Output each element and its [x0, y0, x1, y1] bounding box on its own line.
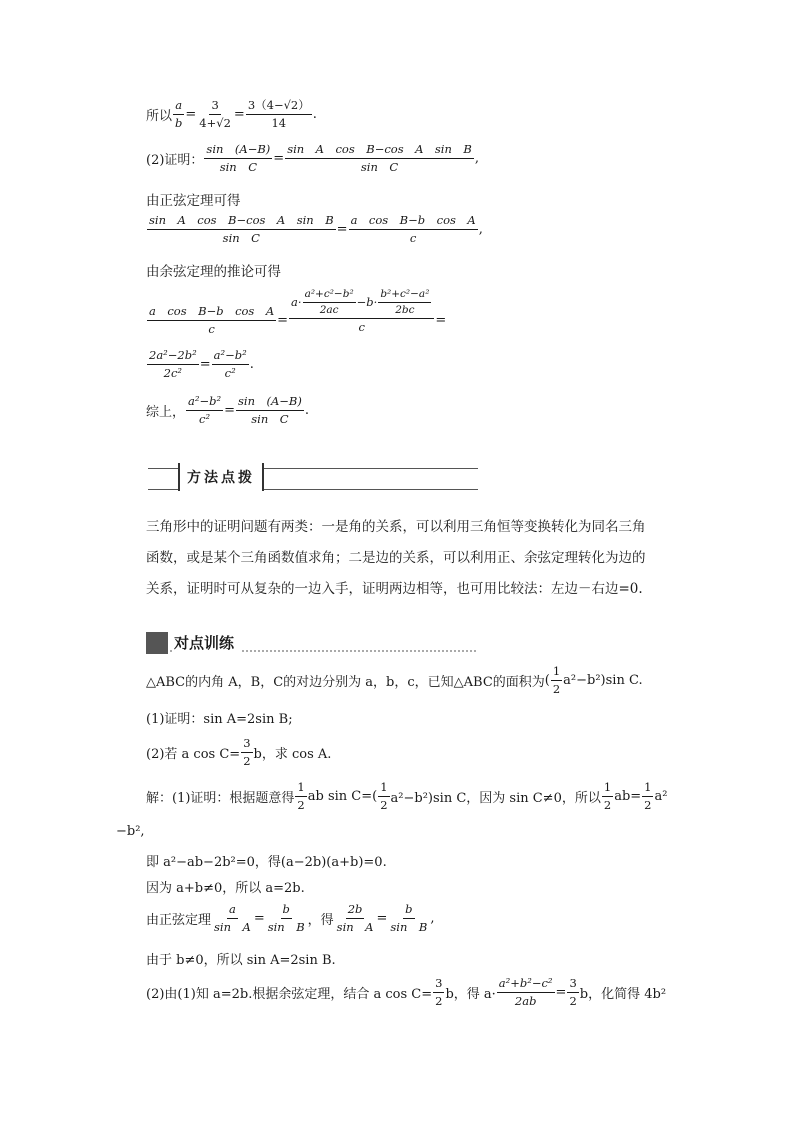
- fraction: [212, 348, 249, 381]
- fraction: [147, 213, 336, 246]
- big-fraction: [289, 288, 434, 335]
- denominator: 2: [435, 994, 443, 1008]
- numerator: 1: [295, 780, 306, 797]
- equation-conclusion: [146, 394, 309, 427]
- numerator: b: [403, 902, 414, 919]
- equals: =: [435, 313, 447, 328]
- fraction: [285, 142, 474, 175]
- equals: =: [376, 911, 388, 926]
- method-banner-title: 方法点拨: [178, 463, 264, 491]
- numerator: b²+c²−a²: [378, 288, 431, 303]
- equation-ratio: [146, 98, 317, 131]
- equals: =: [273, 151, 285, 166]
- numerator: a cos B−b cos A: [147, 304, 276, 321]
- text: ab sin C=(: [307, 789, 378, 804]
- denominator: 2ac: [319, 304, 339, 316]
- section-title: 对点训练: [174, 632, 240, 654]
- fraction: [197, 98, 233, 131]
- denominator: sin C: [222, 231, 260, 245]
- denominator: 2bc: [395, 304, 415, 316]
- practice-section-header: [146, 632, 476, 654]
- numerator: sin A cos B−cos A sin B: [147, 213, 336, 230]
- denominator: c²: [224, 366, 236, 380]
- numerator: 3: [209, 98, 220, 115]
- numerator: a: [227, 902, 238, 919]
- numerator: a²−b²: [212, 348, 249, 365]
- solution-line-3: 因为 a+b≠0，所以 a=2b.: [146, 881, 305, 896]
- fraction: [551, 664, 562, 697]
- text: a²−b²)sin C，因为 sin C≠0，所以: [390, 791, 601, 806]
- fraction: [602, 780, 613, 813]
- fraction: [147, 348, 199, 381]
- denominator: sin C: [219, 160, 257, 174]
- equation-simplify: [146, 348, 254, 381]
- numerator: 1: [642, 780, 653, 797]
- text: 综上，: [146, 405, 186, 420]
- equals: =: [277, 313, 289, 328]
- denominator: sin A: [336, 920, 374, 934]
- question-part-1: (1)证明：sin A=2sin B;: [146, 712, 293, 727]
- equals: =: [224, 403, 235, 418]
- numerator: a²+b²−c²: [497, 976, 555, 993]
- fraction: [567, 976, 578, 1009]
- fraction: [497, 976, 555, 1009]
- numerator: sin A cos B−cos A sin B: [285, 142, 474, 159]
- text: a²−b²)sin C.: [563, 673, 643, 688]
- equation-proof-start: [146, 142, 479, 175]
- denominator: 4+√2: [199, 116, 231, 130]
- text: ,: [474, 151, 479, 166]
- equals: =: [336, 222, 348, 237]
- numerator: 1: [378, 780, 389, 797]
- fraction: [186, 394, 223, 427]
- text: a·: [291, 295, 302, 309]
- equals: =: [253, 911, 265, 926]
- text: 解：(1)证明：根据题意得: [146, 791, 295, 806]
- fraction: [378, 780, 389, 813]
- text-line: 由正弦定理可得: [146, 193, 241, 209]
- denominator: sin C: [360, 160, 399, 174]
- fraction: [295, 780, 306, 813]
- fraction: [246, 98, 312, 131]
- denominator: 2: [552, 682, 561, 696]
- text: b，求 cos A.: [253, 747, 332, 762]
- fraction: [241, 736, 252, 769]
- numerator: 3（4−√2）: [246, 98, 312, 115]
- equals: =: [555, 985, 567, 1000]
- denominator: c²: [199, 412, 211, 426]
- denominator: sin A: [214, 920, 251, 934]
- text: b，得 a·: [445, 987, 496, 1002]
- denominator: 2: [297, 798, 305, 812]
- text: .: [304, 403, 309, 418]
- denominator: 2: [243, 754, 251, 768]
- text: b，化简得 4b²: [579, 987, 667, 1002]
- fraction: [212, 902, 253, 935]
- numerator: 3: [433, 976, 444, 993]
- method-paragraph: 三角形中的证明问题有两类：一是角的关系，可以利用三角恒等变换转化为同名三角函数，或是某个三角函数值求角；二是边的关系，可以利用正、余弦定理转化为边的关系，证明时可从复杂的一边入手，证明两边相等，也可用比较法：左边－右边=0.: [146, 519, 646, 597]
- text-line: 由余弦定理的推论可得: [146, 264, 281, 280]
- solution-line-5: 由于 b≠0，所以 sin A=2sin B.: [146, 953, 336, 968]
- equals: =: [185, 107, 197, 122]
- denominator: 2ab: [514, 994, 537, 1008]
- denominator: c: [208, 322, 215, 336]
- denominator: b: [175, 116, 183, 130]
- text: (2)由(1)知 a=2b.根据余弦定理，结合 a cos C=: [146, 987, 433, 1002]
- numerator: 3: [241, 736, 252, 753]
- text: −b·: [356, 295, 378, 309]
- text: .: [312, 107, 317, 122]
- text: △ABC的内角 A，B，C的对边分别为 a，b，c，已知△ABC的面积为: [146, 675, 545, 690]
- denominator: 2c²: [163, 366, 183, 380]
- numerator: b: [281, 902, 292, 919]
- text: (2)若 a cos C=: [146, 747, 241, 762]
- denominator: 2: [644, 798, 652, 812]
- denominator: c: [358, 320, 365, 334]
- fraction: [303, 288, 356, 317]
- question-stem: [146, 664, 643, 697]
- equals: =: [199, 357, 211, 372]
- solution-line-1-wrap: −b²,: [116, 824, 145, 839]
- fraction: [236, 394, 304, 427]
- denominator: sin B: [390, 920, 428, 934]
- numerator: a cos B−b cos A: [349, 213, 478, 230]
- section-marker-icon: [146, 632, 168, 654]
- numerator: 1: [551, 664, 562, 681]
- question-part-2: [146, 736, 331, 769]
- text: ，得: [307, 913, 334, 928]
- fraction: [335, 902, 376, 935]
- denominator: sin B: [267, 920, 305, 934]
- denominator: 14: [271, 116, 287, 130]
- fraction: [388, 902, 429, 935]
- numerator: a²+c²−b²: [303, 288, 356, 303]
- numerator: sin (A−B): [204, 142, 272, 159]
- numerator: a: [173, 98, 184, 115]
- denominator: 2: [603, 798, 612, 812]
- equation-sine-law: [146, 213, 483, 246]
- text: ab=: [614, 789, 642, 804]
- numerator: sin (A−B): [236, 394, 304, 411]
- text: 由正弦定理: [146, 913, 212, 928]
- numerator: [289, 288, 434, 319]
- text: a²: [654, 789, 668, 804]
- fraction: [266, 902, 307, 935]
- fraction: [378, 288, 431, 317]
- text: (2)证明：: [146, 153, 204, 168]
- solution-line-1: [146, 780, 667, 813]
- text: ,: [430, 911, 435, 926]
- denominator: sin C: [251, 412, 289, 426]
- numerator: 3: [567, 976, 578, 993]
- fraction: [173, 98, 184, 131]
- numerator: 2b: [346, 902, 365, 919]
- denominator: 2: [569, 994, 577, 1008]
- fraction: [147, 304, 276, 337]
- solution-line-4: [146, 902, 434, 935]
- solution-line-6: [146, 976, 666, 1009]
- text: (: [544, 673, 550, 688]
- numerator: a²−b²: [186, 394, 223, 411]
- fraction: [349, 213, 478, 246]
- fraction: [433, 976, 444, 1009]
- text: .: [249, 357, 254, 372]
- equation-cosine-law: [146, 286, 446, 337]
- text: ,: [478, 222, 483, 237]
- fraction: [642, 780, 653, 813]
- text: 所以: [146, 109, 173, 124]
- denominator: c: [409, 231, 417, 245]
- numerator: 2a²−2b²: [147, 348, 199, 365]
- equals: =: [233, 107, 245, 122]
- fraction: [204, 142, 272, 175]
- denominator: 2: [380, 798, 388, 812]
- numerator: 1: [602, 780, 613, 797]
- solution-line-2: 即 a²−ab−2b²=0，得(a−2b)(a+b)=0.: [146, 855, 387, 870]
